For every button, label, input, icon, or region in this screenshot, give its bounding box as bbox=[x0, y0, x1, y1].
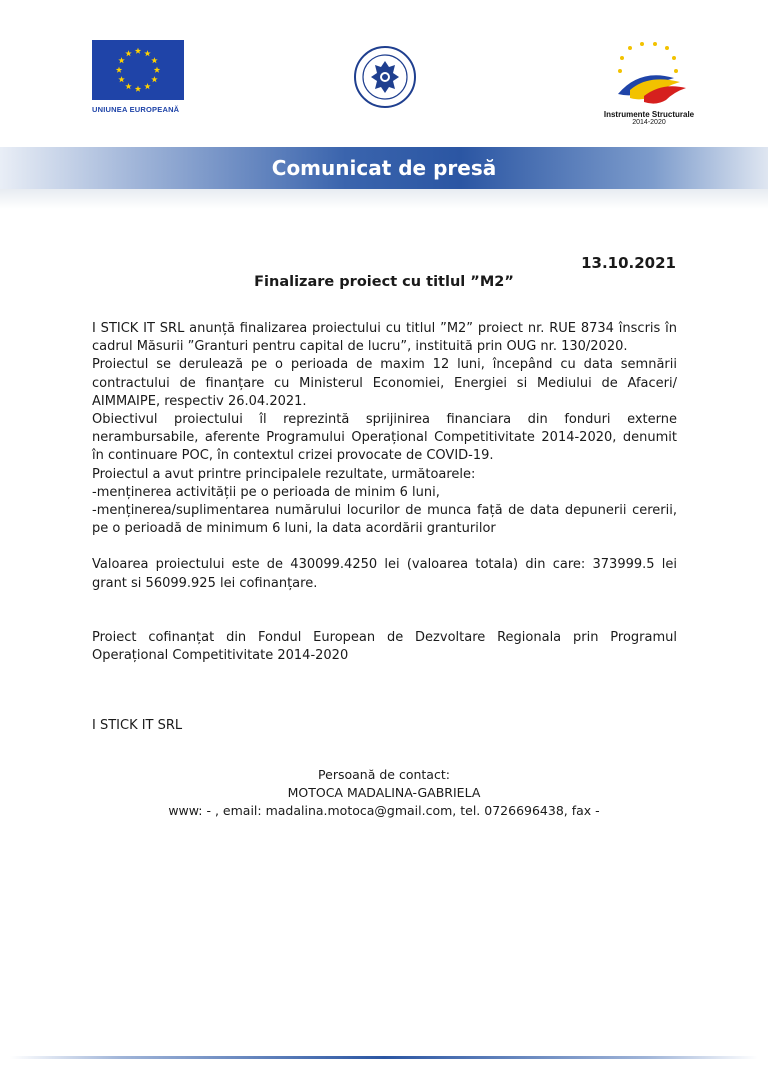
contact-block bbox=[0, 766, 768, 820]
footer-divider bbox=[10, 1056, 758, 1059]
paragraph: I STICK IT SRL anunță finalizarea proiectului cu titlul ”M2” proiect nr. RUE 8734 înscris în cadrul Măsurii ”Granturi pentru capital de lucru”, instituită prin OUG nr. 130/2020. bbox=[92, 321, 677, 355]
eu-flag-icon bbox=[92, 40, 184, 100]
eu-star-icon bbox=[125, 50, 131, 56]
eu-star-icon bbox=[116, 67, 122, 73]
is-label-years: 2014-2020 bbox=[632, 119, 666, 126]
banner-title: Comunicat de presă bbox=[271, 156, 497, 180]
paragraph: Proiectul se derulează pe o perioada de maxim 12 luni, începând cu data semnării contractului de finanțare cu Ministerul Economiei, Energiei si Mediului de Afaceri/ AIMMAIPE, respectiv 26.04.2021. bbox=[92, 357, 677, 409]
eu-star-icon bbox=[125, 83, 131, 89]
eu-star-icon bbox=[144, 83, 150, 89]
banner-shadow bbox=[0, 189, 768, 209]
eu-star-icon bbox=[151, 57, 157, 63]
release-date: 13.10.2021 bbox=[581, 254, 676, 272]
is-label-name: Instrumente Structurale bbox=[603, 110, 695, 119]
eu-star-icon bbox=[144, 50, 150, 56]
eu-star-icon bbox=[135, 48, 141, 54]
document-body bbox=[92, 320, 677, 735]
document-title: Finalizare proiect cu titlul ”M2” bbox=[254, 274, 514, 290]
eu-star-icon bbox=[154, 67, 160, 73]
paragraph: -menținerea activității pe o perioada de minim 6 luni, bbox=[92, 484, 440, 500]
government-logo bbox=[353, 45, 417, 109]
contact-name: MOTOCA MADALINA-GABRIELA bbox=[287, 785, 481, 800]
structural-instruments-label bbox=[601, 110, 697, 126]
eu-label: UNIUNEA EUROPEANĂ bbox=[92, 105, 180, 114]
eu-logo bbox=[92, 40, 184, 114]
eu-star-icon bbox=[135, 86, 141, 92]
paragraph: Obiectivul proiectului îl reprezintă sprijinirea financiara din fonduri externe nerambursabile, aferente Programului Operațional Competitivitate 2014-2020, denumit în continuare POC, în contextul crizei provocate de COVID-19. bbox=[92, 412, 677, 464]
eu-star-icon bbox=[118, 76, 124, 82]
project-value: Valoarea proiectului este de 430099.4250 lei (valoarea totala) din care: 373999.5 lei grant si 56099.925 lei cofinanțare. bbox=[92, 557, 677, 591]
eu-star-icon bbox=[118, 57, 124, 63]
company-name: I STICK IT SRL bbox=[92, 718, 183, 734]
contact-details: www: - , email: madalina.motoca@gmail.com, tel. 0726696438, fax - bbox=[168, 803, 600, 818]
contact-label: Persoană de contact: bbox=[318, 767, 450, 782]
paragraph: -menținerea/suplimentarea numărului locurilor de munca față de data depunerii cererii, pe o perioadă de minimum 6 luni, la data acordării granturilor bbox=[92, 503, 677, 537]
paragraph: Proiectul a avut printre principalele rezultate, următoarele: bbox=[92, 466, 476, 482]
funding-statement: Proiect cofinanțat din Fondul European de Dezvoltare Regionala prin Programul Operațional Competitivitate 2014-2020 bbox=[92, 629, 677, 664]
eu-star-icon bbox=[151, 76, 157, 82]
